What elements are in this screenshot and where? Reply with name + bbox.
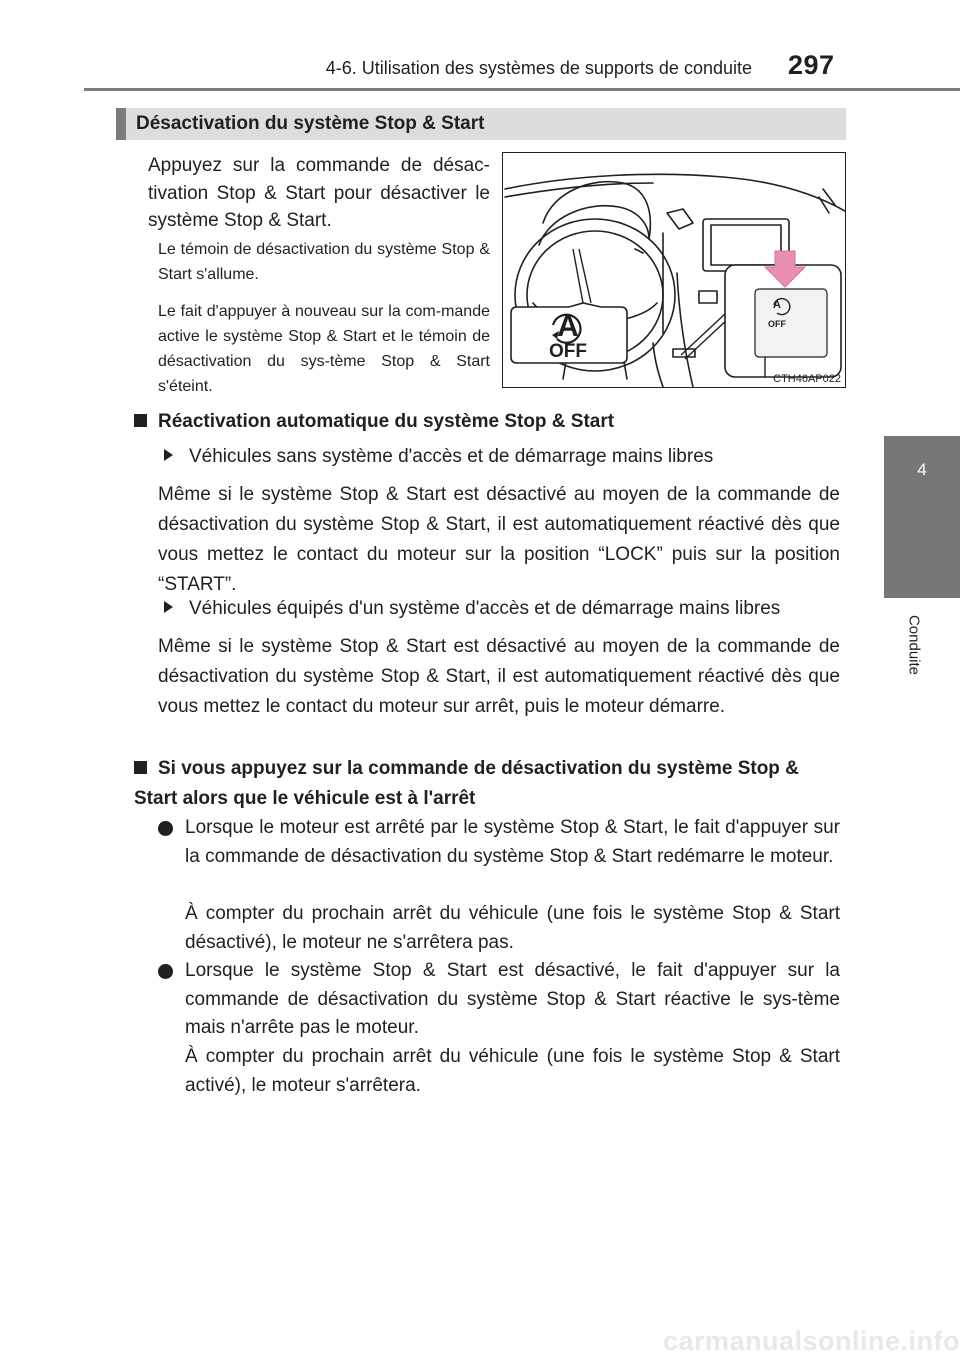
dot-item-subtext: À compter du prochain arrêt du véhicule (une fois le système Stop & Start désactivé), le moteur ne s'arrêtera pas. xyxy=(185,903,840,953)
square-bullet-icon xyxy=(134,414,147,427)
square-bullet-icon xyxy=(134,761,147,774)
note-text: Le témoin de désactivation du système Stop & Start s'allume. xyxy=(158,241,490,283)
chapter-tab xyxy=(884,436,960,598)
chapter-label xyxy=(906,605,922,685)
button-letter-large: A xyxy=(557,310,579,343)
condition-line xyxy=(164,598,780,620)
dot-item-subtext: À compter du prochain arrêt du véhicule (une fois le système Stop & Start activé), le moteur s'arrêtera. xyxy=(185,1046,840,1096)
reactivation-heading-text: Réactivation automatique du système Stop & Start xyxy=(158,411,615,432)
stopped-heading-text: Si vous appuyez sur la commande de désactivation du système Stop & Start alors que le véhicule est à l'arrêt xyxy=(134,758,799,809)
section-title: Désactivation du système Stop & Start xyxy=(136,113,485,134)
dashboard-illustration xyxy=(502,152,846,388)
dot-item-text: Lorsque le système Stop & Start est désactivé, le fait d'appuyer sur la commande de désactivation du système Stop & Start réactive le sys-tème mais n'arrête pas le moteur. xyxy=(185,960,840,1038)
section-header xyxy=(116,108,846,140)
dot-bullet-icon xyxy=(158,821,173,836)
condition-line xyxy=(164,446,713,468)
dot-bullet-icon xyxy=(158,964,173,979)
intro-text: Appuyez sur la commande de désac-tivation Stop & Start pour désactiver le système Stop & Start. xyxy=(148,155,490,231)
button-letter-small: A xyxy=(773,299,781,311)
page-number: 297 xyxy=(788,50,835,80)
note-text: Le fait d'appuyer à nouveau sur la com-mande active le système Stop & Start et le témoin de désactivation du sys-tème Stop & Start s'éteint. xyxy=(158,303,490,395)
stopped-heading xyxy=(134,754,846,814)
figure-code: CTH46AP022 xyxy=(773,373,841,385)
condition-paragraph: Même si le système Stop & Start est désactivé au moyen de la commande de désactivation du système Stop & Start, il est automatiquement réactivé dès que vous mettez le contact du moteur sur arrêt, puis le moteur démarre. xyxy=(158,636,840,717)
triangle-bullet-icon xyxy=(164,601,173,613)
triangle-bullet-icon xyxy=(164,449,173,461)
chapter-label-text: Conduite xyxy=(905,614,923,676)
button-label-large: OFF xyxy=(549,341,587,362)
header-section-title: 4-6. Utilisation des systèmes de supports de conduite xyxy=(325,58,752,78)
button-label-small: OFF xyxy=(768,319,786,329)
right-callout-box xyxy=(725,251,841,377)
condition-paragraph: Même si le système Stop & Start est désactivé au moyen de la commande de désactivation du système Stop & Start, il est automatiquement réactivé dès que vous mettez le contact du moteur sur la position “LOCK” puis sur la position “START”. xyxy=(158,484,840,595)
header-rule xyxy=(84,88,960,91)
dot-item-text: Lorsque le moteur est arrêté par le système Stop & Start, le fait d'appuyer sur la commande de désactivation du système Stop & Start redémarre le moteur. xyxy=(185,817,840,867)
watermark: carmanualsonline.info xyxy=(662,1326,960,1354)
reactivation-heading xyxy=(134,407,614,437)
condition-title: Véhicules équipés d'un système d'accès et de démarrage mains libres xyxy=(189,598,781,619)
condition-title: Véhicules sans système d'accès et de démarrage mains libres xyxy=(189,446,714,467)
chapter-tab-number: 4 xyxy=(917,460,927,479)
